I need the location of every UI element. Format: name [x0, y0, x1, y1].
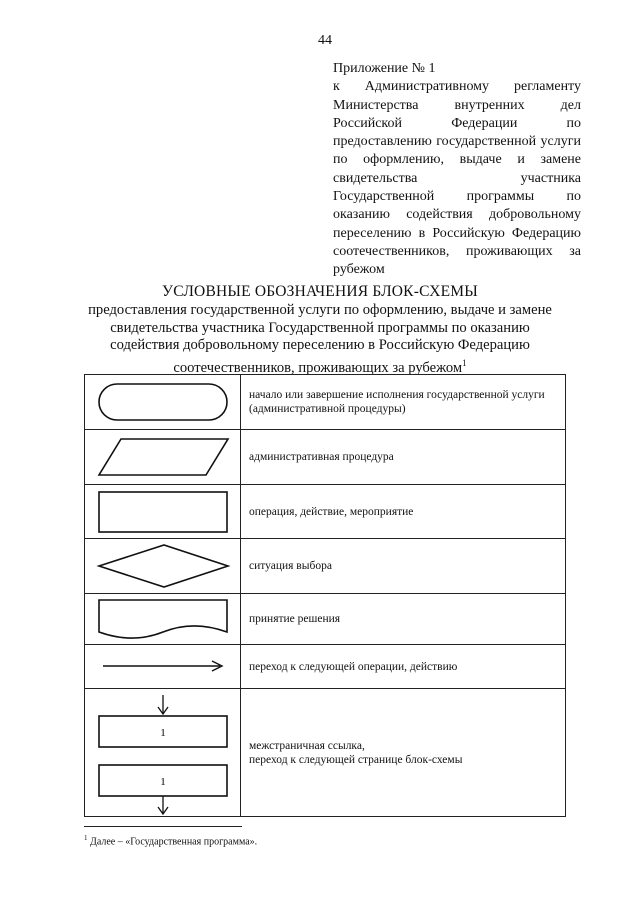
legend-row	[85, 645, 566, 689]
legend-row	[85, 539, 566, 594]
document-symbol	[85, 594, 240, 644]
legend-description: принятие решения	[241, 594, 566, 645]
legend-symbol-cell	[85, 689, 241, 817]
appendix-title: Приложение № 1	[333, 61, 436, 76]
connector-label-top: 1	[160, 727, 166, 739]
footnote	[84, 834, 257, 847]
page-connector-symbol	[85, 689, 240, 816]
legend-row	[85, 375, 566, 430]
page-number: 44	[318, 33, 332, 48]
appendix-block	[333, 60, 581, 280]
legend-description: межстраничная ссылка, переход к следующей странице блок-схемы	[241, 689, 566, 817]
legend-symbol-cell	[85, 539, 241, 594]
appendix-body: к Административному регламенту Министерства внутренних дел Российской Федерации по предоставлению государственной услуги по оформлению, выдаче и замене свидетельства участника Государственной программы по оказанию содействия добровольному переселению в Российскую Федерацию соотечественников, проживающих за рубежом	[333, 79, 581, 278]
arrow-symbol	[85, 645, 240, 688]
legend-symbol-cell	[85, 645, 241, 689]
legend-subheading	[80, 302, 560, 378]
legend-symbol-cell	[85, 485, 241, 539]
legend-description: ситуация выбора	[241, 539, 566, 594]
legend-row	[85, 594, 566, 645]
footnote-marker: 1	[84, 834, 88, 842]
legend-row	[85, 430, 566, 485]
legend-row	[85, 689, 566, 817]
legend-heading: УСЛОВНЫЕ ОБОЗНАЧЕНИЯ БЛОК-СХЕМЫ	[162, 283, 478, 300]
connector-label-bottom: 1	[160, 776, 166, 788]
legend-symbol-cell	[85, 430, 241, 485]
legend-description: операция, действие, мероприятие	[241, 485, 566, 539]
legend-subheading-text: предоставления государственной услуги по оформлению, выдаче и замене свидетельства участника Государственной программы по оказанию содействия добровольному переселению в Российскую Федерацию соотечественников, проживающих за рубежом	[88, 302, 552, 376]
legend-table	[84, 374, 566, 817]
parallelogram-symbol	[85, 430, 240, 484]
legend-symbol-cell	[85, 375, 241, 430]
rectangle-symbol	[85, 485, 240, 538]
footnote-divider	[84, 826, 242, 827]
legend-description: переход к следующей операции, действию	[241, 645, 566, 689]
legend-symbol-cell	[85, 594, 241, 645]
footnote-ref: 1	[462, 358, 467, 369]
footnote-text: Далее – «Государственная программа».	[90, 836, 258, 848]
diamond-symbol	[85, 539, 240, 593]
terminator-symbol	[85, 375, 240, 429]
legend-row	[85, 485, 566, 539]
legend-description: начало или завершение исполнения государственной услуги (административной процедуры)	[241, 375, 566, 430]
legend-description: административная процедура	[241, 430, 566, 485]
